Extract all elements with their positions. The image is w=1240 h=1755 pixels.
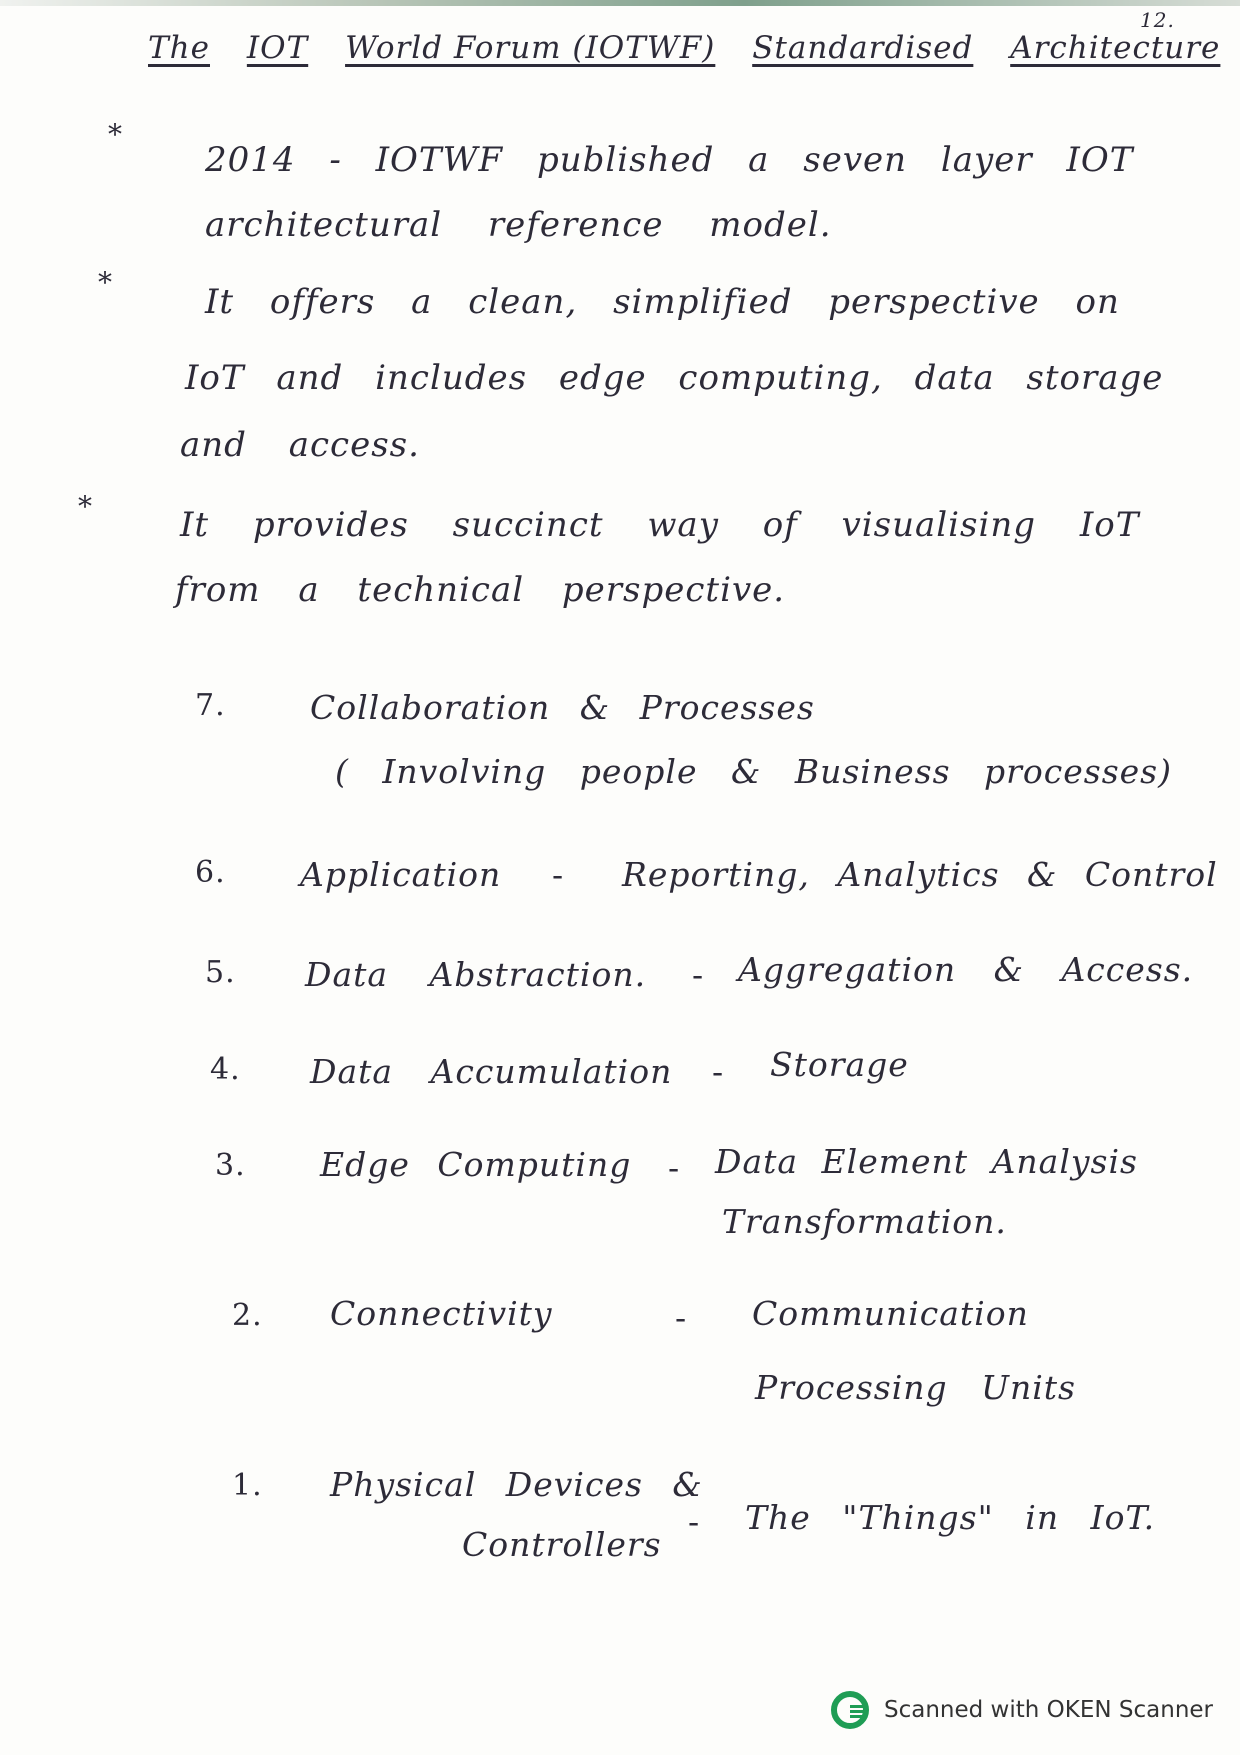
layer-7-description: ( Involving people & Business processes) <box>335 752 1172 791</box>
title-word-architecture: Architecture <box>1010 30 1221 66</box>
layer-4-description: Storage <box>770 1045 909 1084</box>
layer-2-number: 2. <box>232 1298 263 1333</box>
layer-4-number: 4. <box>210 1052 241 1087</box>
title-word-forum: World Forum (IOTWF) <box>345 30 716 66</box>
layer-6-dash: - <box>552 855 565 894</box>
layer-1-name-line-2: Controllers <box>462 1525 662 1564</box>
bullet-star-3: * <box>78 490 93 523</box>
layer-2-dash: - <box>675 1298 688 1337</box>
layer-3-number: 3. <box>215 1148 246 1183</box>
layer-6-description: Reporting, Analytics & Control <box>622 855 1218 894</box>
bullet-star-2: * <box>98 266 113 299</box>
bullet-star-1: * <box>108 118 123 151</box>
layer-4-dash: - <box>712 1052 725 1091</box>
layer-3-description-line-2: Transformation. <box>722 1202 1007 1241</box>
bullet-line-1: 2014 - IOTWF published a seven layer IOT <box>205 140 1134 180</box>
page-number: 12. <box>1140 8 1175 32</box>
title-word-the: The <box>148 30 210 66</box>
layer-6-number: 6. <box>195 855 226 890</box>
layer-5-name: Data Abstraction. <box>305 955 647 994</box>
layer-5-description: Aggregation & Access. <box>738 950 1194 989</box>
bullet-line-2: architectural reference model. <box>205 205 832 245</box>
title-word-iot: IOT <box>246 30 309 66</box>
layer-7-number: 7. <box>195 688 226 723</box>
layer-3-name: Edge Computing <box>320 1145 632 1184</box>
layer-1-name: Physical Devices & <box>330 1465 703 1504</box>
layer-5-dash: - <box>692 955 705 994</box>
bullet-line-6: It provides succinct way of visualising IoT <box>180 505 1140 545</box>
layer-6-name: Application <box>300 855 502 894</box>
layer-5-number: 5. <box>205 955 236 990</box>
oken-scanner-logo-icon <box>830 1690 870 1730</box>
layer-7-name: Collaboration & Processes <box>310 688 815 727</box>
layer-1-dash: - <box>688 1502 701 1541</box>
layer-2-name: Connectivity <box>330 1294 553 1333</box>
bullet-line-4: IoT and includes edge computing, data storage <box>185 358 1164 398</box>
bullet-line-3: It offers a clean, simplified perspective on <box>205 282 1120 322</box>
layer-3-description: Data Element Analysis <box>715 1142 1138 1181</box>
layer-3-dash: - <box>668 1148 681 1187</box>
bullet-line-5: and access. <box>180 425 420 465</box>
bullet-line-7: from a technical perspective. <box>175 570 786 610</box>
layer-2-description: Communication <box>752 1294 1029 1333</box>
layer-1-number: 1. <box>232 1468 263 1503</box>
layer-2-description-line-2: Processing Units <box>755 1368 1076 1407</box>
scanner-watermark <box>830 1690 1213 1730</box>
scanner-watermark-text: Scanned with OKEN Scanner <box>884 1697 1213 1723</box>
page-top-edge <box>0 0 1240 6</box>
title-word-standardised: Standardised <box>752 30 974 66</box>
layer-4-name: Data Accumulation <box>310 1052 673 1091</box>
layer-1-description: The "Things" in IoT. <box>745 1498 1156 1537</box>
page-title <box>148 30 1240 66</box>
